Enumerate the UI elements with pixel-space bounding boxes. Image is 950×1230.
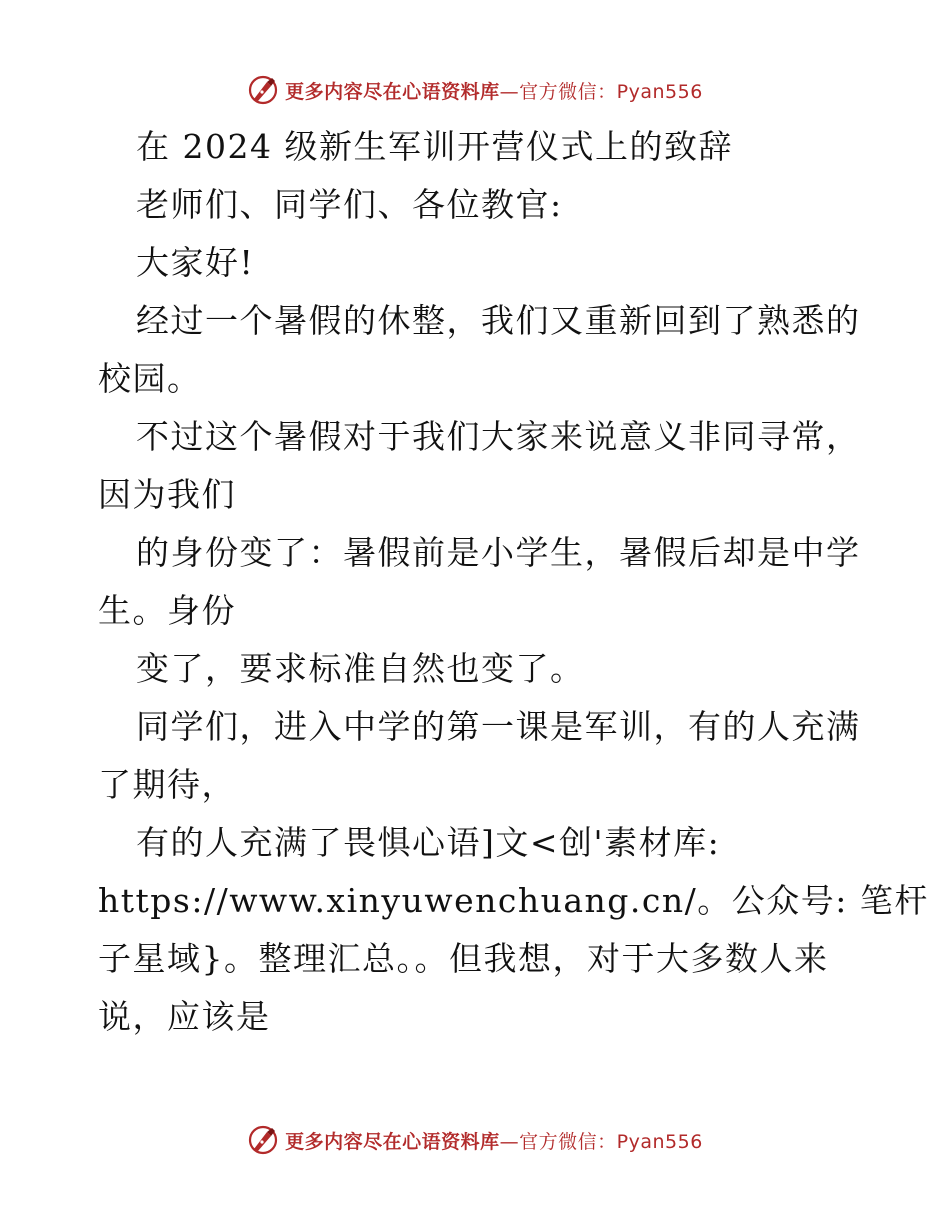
- paragraph-line: 生。身份: [98, 591, 236, 630]
- paragraph-line: 有的人充满了畏惧心语]文<创'素材库:: [136, 823, 721, 862]
- salutation-line: 老师们、同学们、各位教官:: [136, 185, 563, 224]
- paragraph-line: 变了，要求标准自然也变了。: [136, 649, 585, 688]
- footer-banner-main: 更多内容尽在心语资料库: [285, 1130, 500, 1153]
- paragraph-line: 同学们，进入中学的第一课是军训，有的人充满: [136, 707, 861, 746]
- footer-watermark-banner: [0, 1120, 950, 1160]
- paragraph-line: https://www.xinyuwenchuang.cn/。公众号: 笔杆: [98, 881, 929, 920]
- pen-nib-logo-icon: [247, 74, 279, 106]
- footer-banner-wechat: —官方微信：Pyan556: [499, 1130, 703, 1153]
- header-banner-main: 更多内容尽在心语资料库: [285, 80, 500, 103]
- header-banner-text: [285, 77, 703, 104]
- footer-banner-text: [285, 1127, 703, 1154]
- document-title: 在 2024 级新生军训开营仪式上的致辞: [136, 127, 733, 166]
- paragraph-line: 因为我们: [98, 475, 236, 514]
- paragraph-line: 的身份变了：暑假前是小学生，暑假后却是中学: [136, 533, 861, 572]
- header-watermark-banner: [0, 70, 950, 110]
- paragraph-line: 说，应该是: [98, 997, 271, 1036]
- paragraph-line: 子星域}。整理汇总。。但我想，对于大多数人来: [98, 939, 829, 978]
- document-body: [98, 118, 929, 1046]
- pen-nib-logo-icon: [247, 1124, 279, 1156]
- paragraph-line: 了期待，: [98, 765, 236, 804]
- paragraph-line: 不过这个暑假对于我们大家来说意义非同寻常，: [136, 417, 861, 456]
- paragraph-line: 校园。: [98, 359, 202, 398]
- greeting-line: 大家好!: [136, 243, 255, 282]
- header-banner-wechat: —官方微信：Pyan556: [499, 80, 703, 103]
- paragraph-line: 经过一个暑假的休整，我们又重新回到了熟悉的: [136, 301, 861, 340]
